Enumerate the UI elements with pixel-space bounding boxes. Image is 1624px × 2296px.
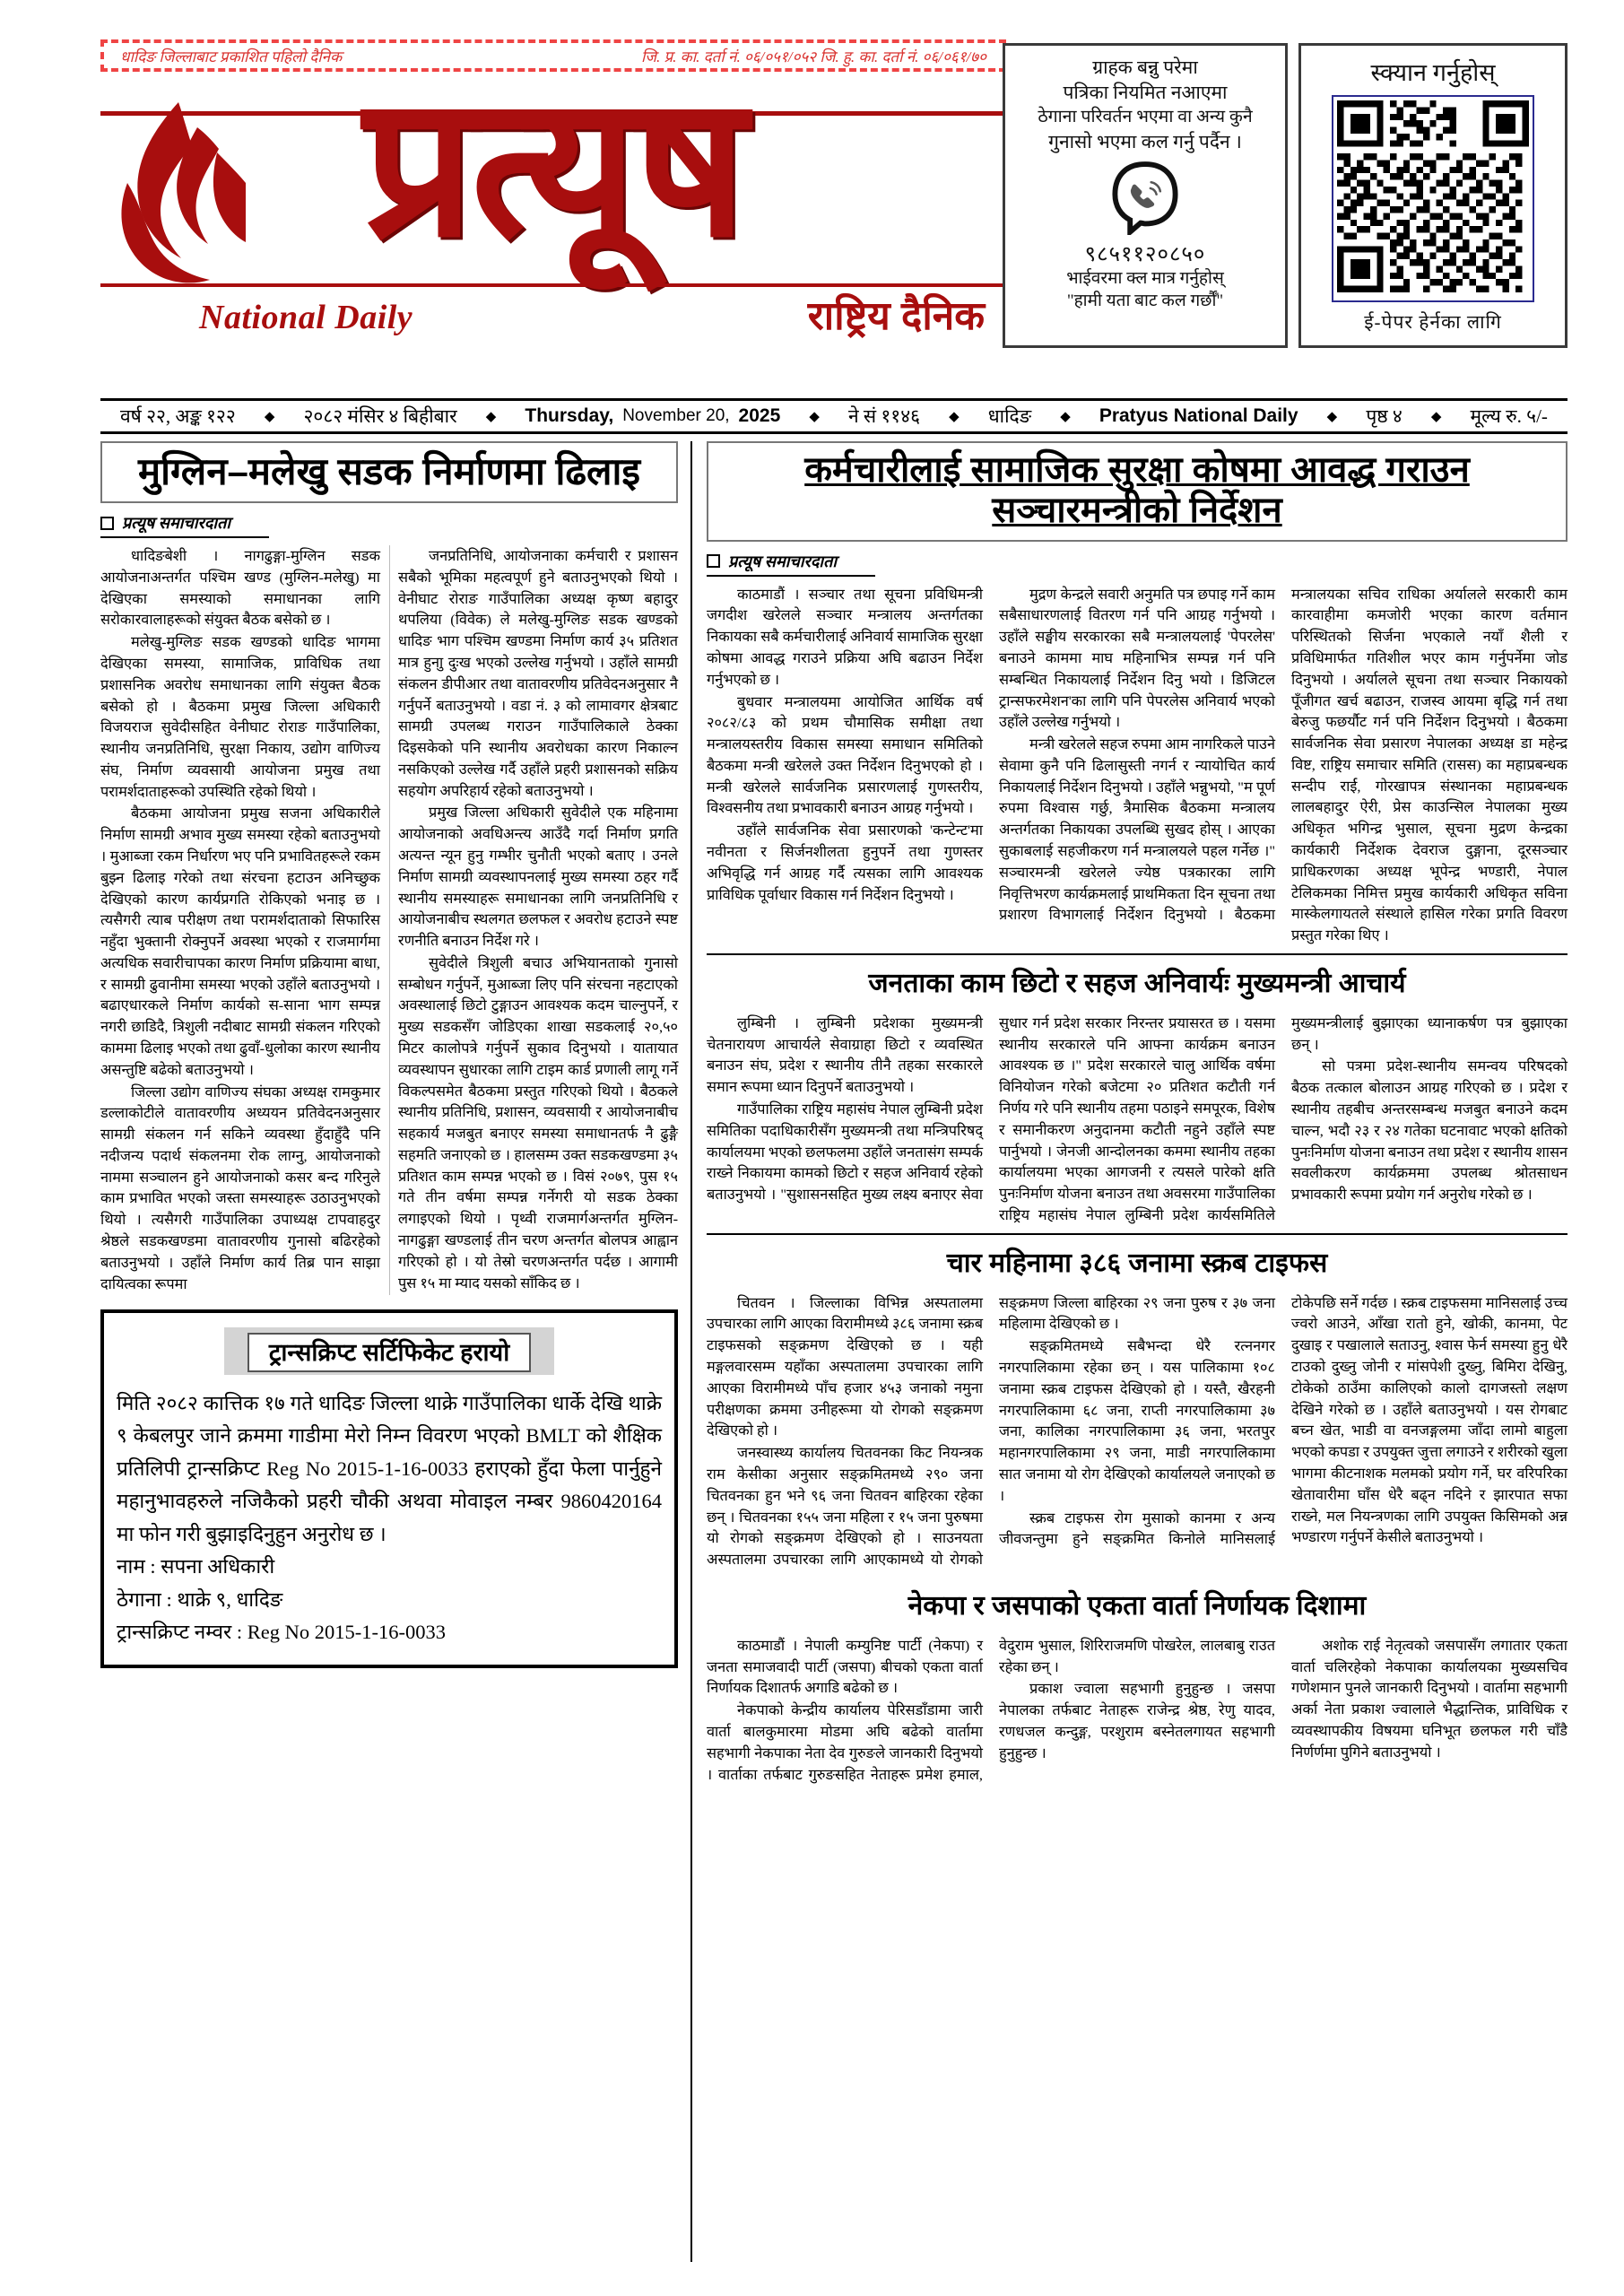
subscribe-line-4: गुनासो भएमा कल गर्नु पर्दैन । — [1048, 131, 1242, 152]
separator-diamond-3: ◆ — [809, 409, 820, 424]
ad-title-background — [224, 1327, 554, 1375]
english-weekday: Thursday, — [525, 405, 614, 426]
lead-headline-line-2: सञ्चारमन्त्रीको निर्देशन — [992, 490, 1282, 530]
flame-logo-icon — [111, 97, 246, 290]
date-info-bar — [100, 398, 1568, 434]
classified-ad-box[interactable] — [100, 1309, 678, 1669]
paragraph: बुधवार मन्त्रालयमा आयोजित आर्थिक वर्ष २०८२/८३ को प्रथम चौमासिक समीक्षा तथा मन्त्रालयस्तरीय विकास समस्या समाधान समितिको बैठकमा मन्त्री खरेलले उक्त निर्देशन दिनुभएको हो । मन्त्री खरेलले सार्वजनिक प्रसारणलाई गुणस्तरीय, विश्वसनीय तथा प्रभावकारी बनाउन आग्रह गर्नुभयो । — [707, 692, 983, 817]
subscribe-footer-line-1: भाईवरमा क्ल मात्र गर्नुहोस् — [1066, 269, 1224, 289]
left-byline — [100, 512, 269, 538]
separator-diamond-5: ◆ — [1060, 409, 1071, 424]
ad-field-name: नाम : सपना अधिकारी — [117, 1555, 275, 1578]
paragraph: चितवन । जिल्लाका विभिन्न अस्पतालमा उपचारका लागि आएका विरामीमध्ये ३८६ जनामा स्क्रब टाइफसको सङ्क्रमण देखिएको छ । यही मङ्गलवारसम्म यहाँका अस्पतालमा उपचारका लागि आएका विरामीमध्ये पाँच हजार ४५३ जनाको नमुना परीक्षणका क्रममा उनीहरूमा यो रोगको सङ्क्रमण देखिएको हो । — [707, 1293, 983, 1439]
paragraph: जनस्वास्थ्य कार्यालय चितवनका किट नियन्त्रक राम केसीका अनुसार सङ्क्रमितमध्ये २९० जना चितवनका हुन भने ९६ जना चितवन बाहिरका रहेका छन् । चितवनका १५५ जना महिला र १५ जना पुरुषमा यो रोगको सङ्क्रमण देखिएको हो । साउनयता अस्पतालमा उपचारका लागि आएकामध्ये यो रोगको सङ्क्रमण जिल्ला बाहिरका २९ जना पुरुष र ३७ जना महिलामा देखिएको छ । — [707, 1293, 1275, 1569]
issue-info: वर्ष २२, अङ्क १२२ — [120, 405, 236, 427]
story-4-body — [707, 1635, 1568, 1785]
paragraph: अशोक राई नेतृत्वको जसपासँग लगातार एकता वार्ता चलिरहेको नेकपाका कार्यालयका मुख्यसचिव गणेशमान पुनले जानकारी दिनुभयो । वार्तामा सहभागी अर्का नेता प्रकाश ज्वालाले भैद्धान्तिक, प्राविधिक र व्यवस्थापकीय विषयमा घनिभूत छलफल गरी चाँडै निर्णर्णमा पुगिने बताउनुभयो । — [1291, 1636, 1568, 1761]
separator-diamond-6: ◆ — [1326, 409, 1338, 424]
subhead-story-2[interactable]: जनताका काम छिटो र सहज अनिवार्यः मुख्यमन्त्री आचार्य — [707, 953, 1568, 1006]
price: मूल्य रु. ५/- — [1470, 405, 1548, 427]
paragraph: काठमाडौं । नेपाली कम्युनिष्ट पार्टी (नेकपा) र जनता समाजवादी पार्टी (जसपा) बीचको एकता वार्ता निर्णायक दिशातर्फ अगाडि बढेको छ । — [707, 1636, 983, 1697]
masthead-subtitle-english: National Daily — [199, 299, 413, 336]
paragraph: मन्त्री खरेलले सहज रुपमा आम नागरिकले पाउने सेवामा कुनै पनि ढिलासुस्ती नगर्न र न्यायोचित कार्य निकायलाई निर्देशन दिनुभयो । उहाँले भन्नुभयो, "म पूर्ण रुपमा विश्वास गर्छु, त्रैमासिक बैठकमा मन्त्रालय अन्तर्गतका निकायका उपलब्धि सुखद होस् । आएका सुकाबलाई सहजीकरण गर्न मन्त्रालयले पहल गर्नेछ ।" सञ्चारमन्त्री खरेलले ज्येष्ठ पत्रकारका लागि निवृत्तिभरण कार्यक्रमलाई प्राथमिकता दिन सूचना तथा प्रशारण विभागलाई निर्देशन दिनुभयो । बैठकमा मन्त्रालयका सचिव राधिका अर्यालले सरकारी काम कारवाहीमा कमजोरी भएका कारण वर्तमान परिस्थितको सिर्जना भएकाले नयाँ शैली र प्रविधिमार्फत गतिशील भएर काम गर्नुपर्नेमा जोड दिनुभयो । अर्यालले सूचना तथा सञ्चार निकायको पूँजीगत खर्च बढाउन, राजस्व आयमा बृद्धि गर्न तथा बेरुजु फछर्यौट गर्न पनि निर्देशन दिनुभयो । बैठकमा सार्वजनिक सेवा प्रसारण नेपालका अध्यक्ष डा महेन्द्र विष्ट, राष्ट्रिय समाचार समिति (रासस) का महाप्रबन्धक सन्दीप रार्ई, गोरखापत्र संस्थानका महाप्रबन्धक लालबहादुर ऐरी, प्रेस काउन्सिल नेपालका मुख्य अधिकृत भगिन्द्र भुसाल, सूचना मुद्रण केन्द्रका कार्यकारी निर्देशक देवराज दुङ्गाना, दूरसञ्चार प्राधिकरणका अध्यक्ष भूपेन्द्र भण्डारी, नेपाल टेलिकमका निमित्त प्रमुख कार्यकारी अधिकृत सविना मास्केलगायतले संस्थाले हासिल गरेका प्रगति विवरण प्रस्तुत गरेका थिए । — [999, 585, 1568, 944]
english-date: November 20, — [622, 406, 730, 425]
ad-field-transcript-number: ट्रान्सक्रिप्ट नम्वर : Reg No 2015-1-16-0033 — [117, 1620, 446, 1643]
subhead-story-4[interactable]: नेकपा र जसपाको एकता वार्ता निर्णायक दिशामा — [908, 1590, 1367, 1621]
separator-diamond-2: ◆ — [485, 409, 497, 424]
subhead-story-3[interactable]: चार महिनामा ३८६ जनामा स्क्रब टाइफस — [707, 1233, 1568, 1286]
page-count: पृष्ठ ४ — [1366, 405, 1403, 427]
separator-diamond-7: ◆ — [1430, 409, 1442, 424]
left-story-body — [100, 545, 678, 1295]
lead-byline — [707, 551, 875, 577]
nepal-sambat: ने सं ११४६ — [848, 405, 921, 427]
content-area — [100, 441, 1568, 2262]
separator-diamond-1: ◆ — [264, 409, 275, 424]
paragraph: बैठकमा आयोजना प्रमुख सजना अधिकारीले निर्माण सामग्री अभाव मुख्य समस्या रहेको बताउनुभयो । मुआब्जा रकम निर्धारण भए पनि प्रभावितहरूले रकम बुझ्न ढिलाइ गरेको तथा संरचना हटाउन अनिच्छुक देखिएको कारण कार्यप्रगति रोकिएको भनाइ छ । त्यसैगरी त्याब परीक्षण तथा परामर्शदाताको सिफारिस नहुँदा भुक्तानी रोक्नुपर्ने अवस्था भएको र राजमार्गमा अत्यधिक सवारीचापका कारण निर्माण प्रक्रियामा बाधा, र सामग्री ढुवानीमा समस्या भएको उहाँले बताउनुभयो । बढाएधारकले निर्माण कार्यको स-साना भाग सम्पन्न नगरी छाडिदै, त्रिशुली नदीबाट सामग्री संकलन गरिएको काममा ढिलाइ भएको तथा ढुवाँ-धुलोका कारण स्थानीय असन्तुष्टि बढेको बताउनुभयो । — [100, 804, 380, 1078]
registration-number: जि. प्र. का. दर्ता नं. ०६/०५१/०५२ जि. हु. का. दर्ता नं. ०६/०६१/७० — [640, 48, 986, 65]
paragraph: मलेखु-मुग्लिङ सडक खण्डको धादिङ भागमा देखिएका समस्या, सामाजिक, प्राविधिक तथा प्रशासनिक अवरोध समाधानका लागि संयुक्त बैठक बसेको हो । बैठकमा प्रमुख जिल्ला अधिकारी विजयराज सुवेदीसहित वेनीघाट रोराङ गाउँपालिका, स्थानीय जनप्रतिनिधि, सुरक्षा निकाय, उद्योग वाणिज्य संघ, निर्माण व्यवसायी आयोजना प्रमुख तथा परामर्शदाताहरूको उपस्थिति रहेको थियो । — [100, 633, 380, 800]
place-name: धादिङ — [987, 405, 1032, 427]
byline-text: प्रत्यूष समाचारदाता — [728, 552, 837, 570]
separator-diamond-4: ◆ — [949, 409, 960, 424]
lead-headline-line-1: कर्मचारीलाई सामाजिक सुरक्षा कोषमा आवद्ध गराउन — [804, 450, 1470, 490]
subscribe-line-2: पत्रिका नियमित नआएमा — [1063, 82, 1228, 104]
viber-phone-icon — [1107, 160, 1183, 235]
paragraph: मुद्रण केन्द्रले सवारी अनुमति पत्र छपाइ गर्ने काम सबैसाधारणलाई वितरण गर्न पनि आग्रह गर्नुभयो । उहाँले सङ्घीय सरकारका सबै मन्त्रालयलाई 'पेपरलेस' बनाउने काममा माघ महिनाभित्र सम्पन्न गर्न पनि सम्बन्धित निकायलाई निर्देशन दिनु भयो । डिजिटल ट्रान्सफरमेशन'का लागि पनि पेपरलेस अनिवार्य भएको उहाँले उल्लेख गर्नुभयो । — [999, 585, 1275, 731]
publication-tagline: धादिङ जिल्लाबाट प्रकाशित पहिलो दैनिक — [120, 48, 343, 65]
subscribe-phone-number[interactable]: ९८५११२०८५० — [1084, 243, 1206, 267]
paragraph: सो पत्रमा प्रदेश-स्थानीय समन्वय परिषदको बैठक तत्काल बोलाउन आग्रह गरिएको छ । प्रदेश र स्थानीय तहबीच अन्तरसम्बन्ध मजबुत बनाउने कदम चाल्न, भदौ २३ र २४ गतेका घटनावाट भएको क्षतिको पुनःनिर्माण योजना बनाउन तथा प्रदेश र स्थानीय शासन सवलीकरण कार्यक्रममा उपलब्ध श्रोतसाधन प्रभावकारी रूपमा प्रयोग गर्न अनुरोध गरेको छ । — [1291, 1057, 1568, 1204]
subscribe-footer-line-2: "हामी यता बाट कल गर्छौँ" — [1066, 291, 1224, 311]
english-year: 2025 — [738, 405, 781, 426]
paragraph: स्क्रब टाइफस रोग मुसाको कानमा र अन्य जीवजन्तुमा हुने सङ्क्रमित किनोले मानिसलाई टोकेपछि सर्ने गर्दछ । स्क्रब टाइफसमा मानिसलाई उच्च ज्वरो आउने, आँखा रातो हुने, खोकी, कानमा, पेट दुखाइ र पखालाले सताउनु, श्वास फेर्न समस्या हुनु धेरै टाउको दुख्नु जोनी र मांसपेशी दुख्नु, बिमिरा देखिनु, टोकेको ठाउँमा कालिएको कालो दागजस्तो लक्षण देखिने गरेको छ । उहाँले बताउनुभयो । यस रोगबाट बच्न खेत, भाडी वा वनजङ्गलमा जाँदा लामो बाहुला भएको कपडा र उपयुक्त जुत्ता लगाउने र शरीरको खुला भागमा कीटनाशक मलमको प्रयोग गर्ने, घर वरिपरिका खेतावारीमा घाँस धेरै बढ्न नदिने र झारपात सफा राख्ने, मल नियन्त्रणका लागि उपयुक्त किसिमको अन्न भण्डारण गर्नुपर्ने केसीले बताउनुभयो । — [999, 1293, 1568, 1548]
paragraph: सङ्क्रमितमध्ये सबैभन्दा धेरै रत्ननगर नगरपालिकामा रहेका छन् । यस पालिकामा १०८ जनामा स्क्रब टाइफस देखिएको हो । यस्तै, खैरहनी नगरपालिकामा ६८ जना, राप्ती नगरपालिकामा ३७ जना, कालिका नगरपालिकामा ३६ जना, भरतपुर महानगरपालिकामा २९ जना, माडी नगरपालिकामा सात जनामा यो रोग देखिएको कार्यालयले जनाएको छ । — [999, 1337, 1275, 1504]
story-3-body — [707, 1292, 1568, 1570]
paper-name-english: Pratyus National Daily — [1099, 405, 1298, 426]
paragraph: काठमाडौं । सञ्चार तथा सूचना प्रविधिमन्त्री जगदीश खरेलले सञ्चार मन्त्रालय अन्तर्गतका निकायका सबै कर्मचारीलाई अनिवार्य सामाजिक सुरक्षा कोषमा आवद्ध गराउने प्रक्रिया अघि बढाउन निर्देश गर्नुभएको छ । — [707, 585, 983, 688]
story-2-body — [707, 1013, 1568, 1226]
paragraph: धादिङबेशी । नागढुङ्गा-मुग्लिन सडक आयोजनाअन्तर्गत पश्चिम खण्ड (मुग्लिन-मलेखु) मा देखिएका समस्याको समाधानका लागि सरोकारवालाहरूको संयुक्त बैठक बसेको छ । — [100, 547, 380, 629]
byline-square-icon — [707, 554, 720, 568]
registration-strip — [100, 39, 1006, 72]
paragraph: नेकपाको केन्द्रीय कार्यालय पेरिसडाँडामा जारी वार्ता बालकुमारमा मोडमा अघि बढेको वार्तामा सहभागी नेकपाका नेता देव गुरुङले जानकारी दिनुभयो । वार्ताका तर्फबाट गुरुङसहित नेताहरू प्रमेश हमाल, वेदुराम भुसाल, शिरिराजमणि पोखरेल, लालबाबु राउत रहेका छन् । — [707, 1636, 1275, 1783]
paragraph: जिल्ला उद्योग वाणिज्य संघका अध्यक्ष रामकुमार डल्लाकोटीले वातावरणीय अध्ययन प्रतिवेदनअनुसार सामग्री संकलन गर्न सकिने व्यवस्था हुँदाहुँदै पनि नदीजन्य पदार्थ संकलनमा रोक लाग्नु, आयोजनाको नाममा सञ्चालन हुने आयोजनाको कसर बन्द गरिनुले काम प्रभावित भएको जस्ता समस्याहरू उठाउनुभएको थियो । त्यसैगरी गाउँपालिका उपाध्यक्ष टापवाहदुर श्रेष्ठले सडकखण्डमा वातावरणीय गुनासो बढिरहेको बताउनुभयो । उहाँले निर्माण कार्य तिब्र पान साझा दायित्वका रूपमा — [100, 1083, 380, 1292]
byline-square-icon — [100, 517, 114, 530]
subscribe-line-1: ग्राहक बन्नु परेमा — [1092, 57, 1198, 78]
paragraph: लुम्बिनी । लुम्बिनी प्रदेशका मुख्यमन्त्री चेतनारायण आचार्यले सेवाग्राहा छिटो र व्यवस्थित बनाउन संघ, प्रदेश र स्थानीय तीनै तहका सरकारले समान रूपमा ध्यान दिनुपर्ने बताउनुभयो । — [707, 1013, 983, 1096]
ad-body-text: मिति २०८२ कात्तिक १७ गते धादिङ जिल्ला थाक्रे गाउँपालिका धार्के देखि थाक्रे ९ केबलपुर जाने क्रममा गाडीमा मेरो निम्न विवरण भएको BMLT को शैक्षिक प्रतिलिपी ट्रान्सक्रिप्ट Reg No 2015-1-16-0033 हराएको हुँदा फेला पार्नुहुने महानुभावहरुले नजिकैको प्रहरी चौकी अथवा मोवाइल नम्बर 9860420164 मा फोन गरी बुझाइदिनुहुन अनुरोध छ । — [117, 1391, 662, 1545]
left-column — [100, 441, 692, 2262]
left-story-headline: मुग्लिन–मलेखु सडक निर्माणमा ढिलाइ — [137, 450, 641, 492]
paragraph: उहाँले सार्वजनिक सेवा प्रसारणको 'कन्टेन्ट'मा नवीनता र सिर्जनशीलता हुनुपर्ने तथा गुणस्तर अभिवृद्धि गर्न आग्रह गर्दै त्यसका लागि आवश्यक प्राविधिक पूर्वाधार विकास गर्न निर्देशन दिनुभयो । — [707, 822, 983, 903]
paragraph: प्रकाश ज्वाला सहभागी हुनुहुन्छ । जसपा नेपालका तर्फबाट नेताहरू राजेन्द्र श्रेष्ठ, रेणु यादव, रणधजल कन्दुङ्ग, परशुराम बस्नेतलगायत सहभागी हुनुहुन्छ । — [999, 1680, 1275, 1761]
paragraph: सुवेदीले त्रिशुली बचाउ अभियानताको गुनासो सम्बोधन गर्नुपर्ने, मुआब्जा लिए पनि संरचना नहटाएको अवस्थालाई छिटो टुङ्गाउन आवश्यक कदम चाल्नुपर्ने, र मुख्य सडकसँग जोडिएका शाखा सडकलाई २०,५० मिटर कालोपत्रे गर्नुपर्ने सुकाव दिनुभयो । यातायात व्यवस्थापन सुधारका लागि टाइम कार्ड प्रणाली लागू गर्ने विकल्पसमेत बैठकमा प्रस्तुत गरिएको थियो । बैठकले स्थानीय प्रतिनिधि, प्रशासन, व्यवसायी र आयोजनाबीच सहकार्य मजबुत बनाएर समस्या समाधानतर्फ नै ढुङ्गै सहमति जनाएको छ । हालसम्म उक्त सडकखण्डमा ३५ प्रतिशत काम सम्पन्न भएको छ । विसं २०७९, पुस १५ गते तीन वर्षमा सम्पन्न गर्नेगरी यो सडक ठेक्का लगाइएको थियो । पृथ्वी राजमार्गअन्तर्गत मुग्लिन-नागढुङ्गा खण्डलाई तीन चरण अन्तर्गत बोलपत्र आह्वान गरिएको हो । यो तेस्रो चरणअन्तर्गत पर्दछ । आगामी पुस १५ मा म्याद यसको साँकिद छ । — [398, 953, 678, 1292]
qr-code-icon[interactable] — [1332, 95, 1534, 302]
nepali-date: २०८२ मंसिर ४ बिहीबार — [303, 405, 457, 427]
right-column — [692, 441, 1568, 2262]
ad-title: ट्रान्सक्रिप्ट सर्टिफिकेट हरायो — [248, 1333, 531, 1372]
lead-headline-box[interactable] — [707, 441, 1568, 542]
subscription-box — [1003, 43, 1288, 348]
qr-box-footer: ई-पेपर हेर्नका लागि — [1364, 311, 1502, 333]
paragraph: जनप्रतिनिधि, आयोजनाका कर्मचारी र प्रशासन सबैको भूमिका महत्वपूर्ण हुने बताउनुभएको थियो । वेनीघाट रोराङ गाउँपालिका अध्यक्ष कृष्ण बहादुर थपलिया (विवेक) ले मलेखु-मुग्लिङ सडक खण्डको धादिङ भाग पश्चिम खण्डमा निर्माण कार्य ३५ प्रतिशत मात्र हुनाु दुःख भएको उल्लेख गर्नुभयो । उहाँले सामग्री संकलन डीपीआर तथा वातावरणीय प्रतिवेदनअनुसार नै गर्नुपर्ने बताउनुभयो । वडा नं. ३ को लामावगर क्षेत्रबाट सामग्री उपलब्ध गराउन गाउँपालिकाले ठेक्का दिइसकेको पनि स्थानीय अवरोधका कारण निकाल्न नसकिएको उल्लेख गर्दै उहाँले प्रहरी प्रशासनको सक्रिय सहयोग अपरिहार्य रहेको बताउनुभयो । — [398, 547, 678, 799]
masthead-title: प्रत्यूष — [363, 83, 743, 276]
lead-story-body — [707, 584, 1568, 946]
paragraph: प्रमुख जिल्ला अधिकारी सुवेदीले एक महिनामा आयोजनाको अवधिअन्त्य आउँदै गर्दा निर्माण प्रगति अत्यन्त न्यून हुनु गम्भीर चुनौती भएको बताए । उनले निर्माण सामग्री व्यवस्थापनलाई मुख्य समस्या ठहर गर्दै स्थानीय समस्याहरू समाधानका लागि जनप्रतिनिधि र आयोजनाबीच स्थलगत छलफल र अवरोध हटाउने स्पष्ट रणनीति बनाउन निर्देश गरे । — [398, 804, 678, 950]
subscribe-line-3: ठेगाना परिवर्तन भएमा वा अन्य कुनै — [1038, 107, 1253, 126]
byline-text: प्रत्यूष समाचारदाता — [122, 514, 230, 533]
left-headline-box[interactable] — [100, 441, 678, 503]
masthead-subtitle-nepali: राष्ट्रिय दैनिक — [807, 294, 985, 338]
qr-box-title: स्क्यान गर्नुहोस् — [1370, 59, 1496, 86]
qr-scan-box — [1298, 43, 1568, 348]
paragraph: गाउँपालिका राष्ट्रिय महासंघ नेपाल लुम्बिनी प्रदेश समितिका पदाधिकारीसँग मुख्यमन्त्री तथा मन्त्रिपरिषद् कार्यालयमा भएको छलफलमा उहाँले जनतासंग सम्पर्क राख्ने निकायमा कामको छिटो र सहज अनिवार्य रहेको बताउनुभयो । "सुशासनसहित मुख्य लक्ष्य बनाएर सेवा सुधार गर्न प्रदेश सरकार निरन्तर प्रयासरत छ । यसमा स्थानीय सरकारले पनि आफ्ना कार्यक्रम बनाउन आवश्यक छ ।" प्रदेश सरकारले चालु आर्थिक वर्षमा विनियोजन गरेको बजेटमा २० प्रतिशत कटौती गर्न निर्णय गरे पनि स्थानीय तहमा पठाइने समपूरक, विशेष र समानीकरण अनुदानमा कटौती नहुने उहाँले स्पष्ट पार्नुभयो । जेनजी आन्दोलनका कममा स्थानीय तहका कार्यालयमा भएका आगजनी र त्यसले पारेको क्षति पुनःनिर्माण योजना बनाउन तथा अवसरमा गाउँपालिका राष्ट्रिय महासंघ नेपाल लुम्बिनी प्रदेश कार्यसमितिले मुख्यमन्त्रीलाई बुझाएका ध्यानाकर्षण पत्र बुझाएका छन् । — [707, 1013, 1568, 1223]
masthead — [100, 83, 1006, 343]
ad-field-address: ठेगाना : थाक्रे ९, धादिङ — [117, 1587, 283, 1611]
